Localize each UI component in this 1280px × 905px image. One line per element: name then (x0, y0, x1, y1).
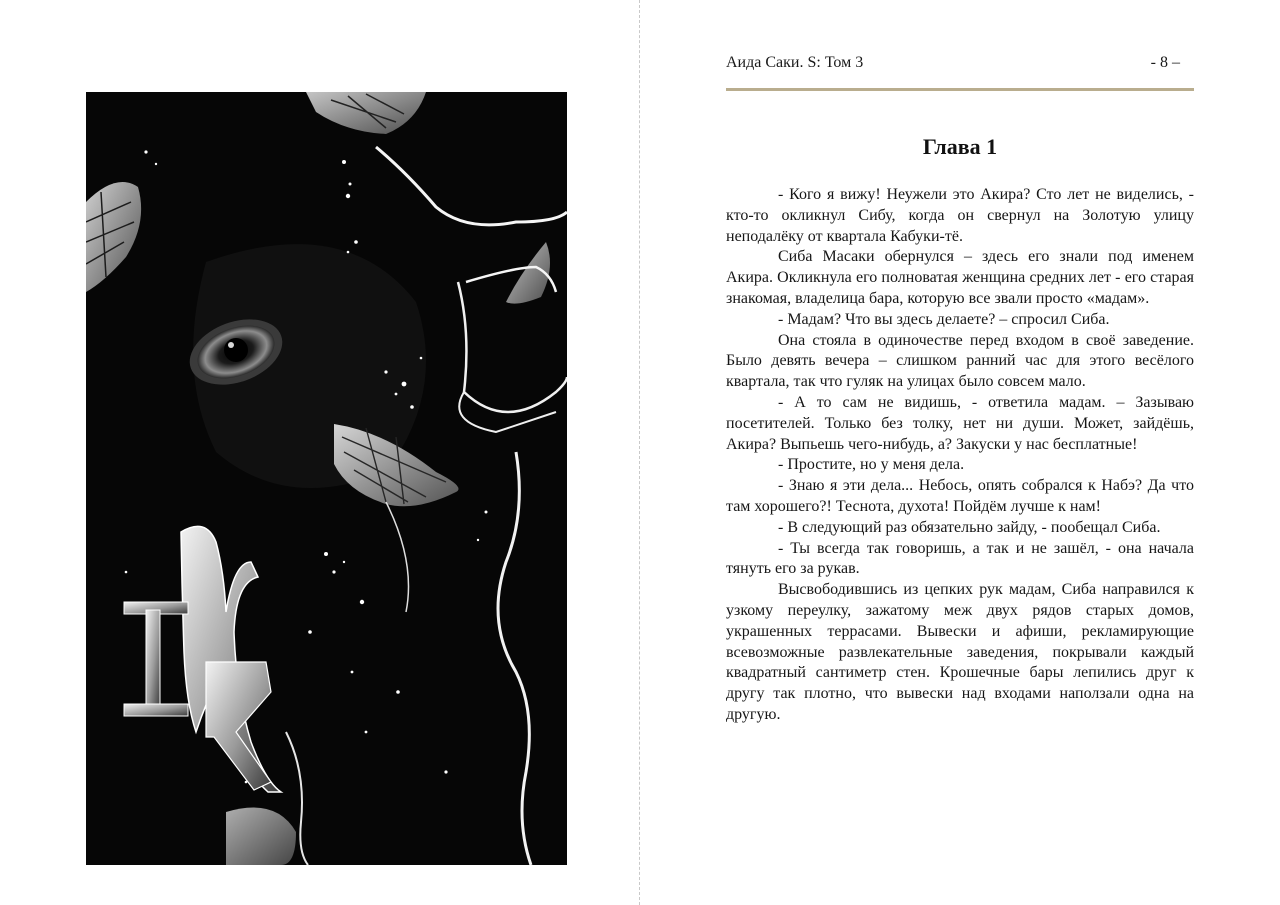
paragraph: - В следующий раз обязательно зайду, - пообещал Сиба. (778, 518, 1161, 536)
running-header (726, 54, 1194, 78)
book-title: Аида Саки. S: Том 3 (726, 54, 864, 71)
cover-illustration (86, 92, 567, 865)
header-rule (726, 88, 1194, 91)
chapter-title: Глава 1 (922, 134, 998, 159)
page-number: - 8 – (1150, 54, 1180, 71)
paragraph: - Кого я вижу! Неужели это Акира? Сто лет не виделись, - кто-то окликнул Сибу, когда он свернул на Золотую улицу неподалёку от квартала Кабуки-тё. (726, 186, 1194, 245)
paragraph: - Ты всегда так говоришь, а так и не зашёл, - она начала тянуть его за рукав. (726, 539, 1194, 578)
left-page (0, 0, 639, 905)
paragraph: Сиба Масаки обернулся – здесь его знали под именем Акира. Окликнула его полноватая женщина средних лет - его старая знакомая, владелица бара, которую все звали просто «мадам». (726, 248, 1194, 307)
illustration-artwork (86, 92, 567, 865)
right-page (640, 0, 1280, 905)
paragraph: Она стояла в одиночестве перед входом в своё заведение. Было девять вечера – слишком ранний час для этого весёлого квартала, так что гуляк на улицах было совсем мало. (726, 331, 1194, 391)
chapter-text (726, 185, 1194, 726)
paragraph: - Знаю я эти дела... Небось, опять собрался к Набэ? Да что там хорошего?! Теснота, духота! Пойдём лучше к нам! (726, 477, 1194, 515)
paragraph: - А то сам не видишь, - ответила мадам. – Зазываю посетителей. Только без толку, нет ни души. Может, зайдёшь, Акира? Выпьешь чего-нибудь, а? Закуски у нас бесплатные! (726, 393, 1194, 453)
paragraph: Высвободившись из цепких рук мадам, Сиба направился к узкому переулку, зажатому меж двух рядов старых домов, украшенных террасами. Вывески и афиши, рекламирующие всевозможные развлекательные заведения, покрывали каждый квадратный сантиметр стен. Крошечные бары лепились друг к другу так плотно, что вывески над входами наползали одна на другую. (726, 581, 1194, 723)
paragraph: - Мадам? Что вы здесь делаете? – спросил Сиба. (778, 310, 1110, 328)
paragraph: - Простите, но у меня дела. (778, 456, 965, 474)
